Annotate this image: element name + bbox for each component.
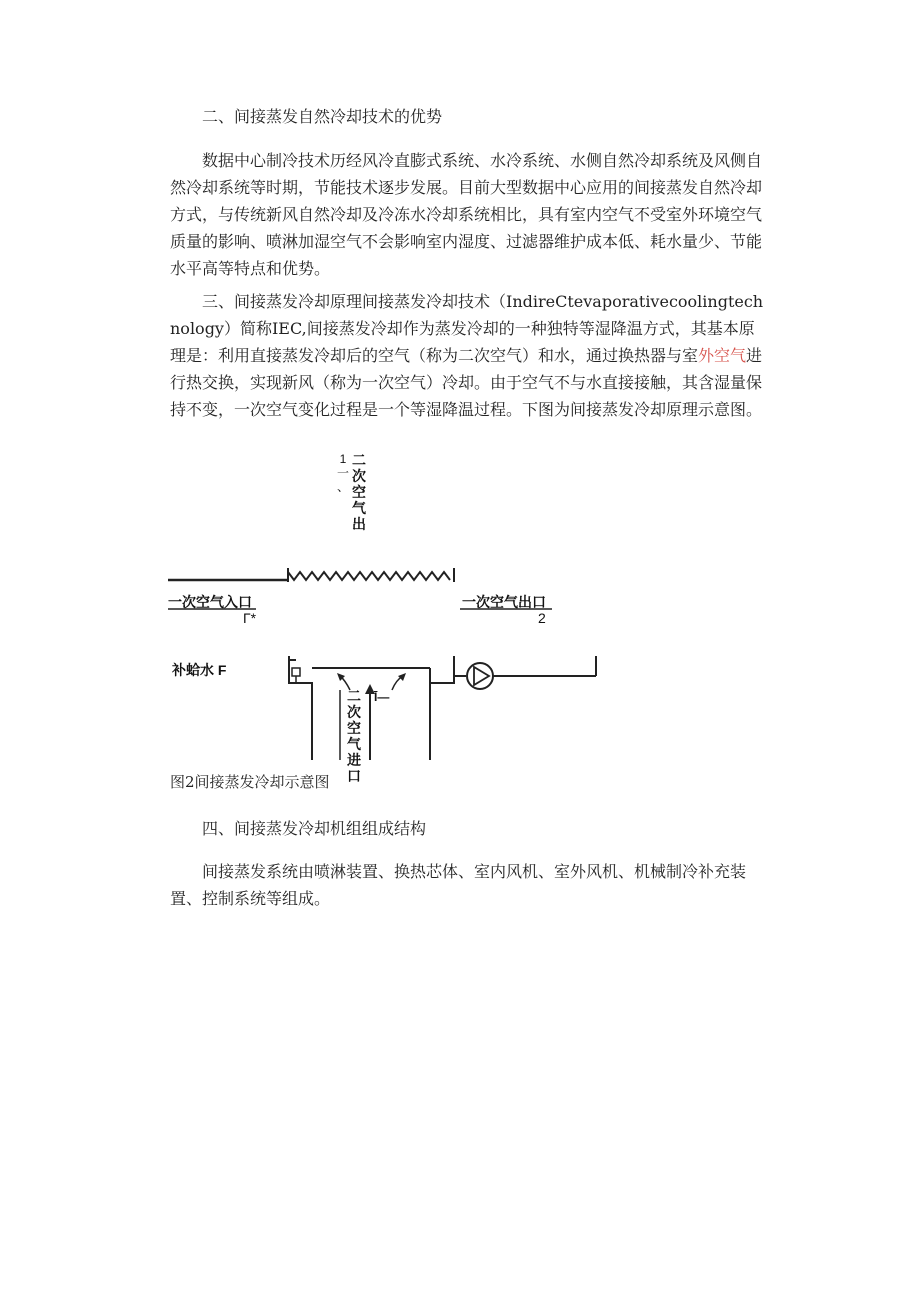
- primary-outlet-mark: 2: [538, 610, 546, 626]
- right-tank: [430, 656, 454, 683]
- heat-exchanger-zigzag: [288, 572, 450, 580]
- float-valve: [292, 668, 300, 676]
- makeup-water-label: 补蛤水 F: [172, 662, 227, 678]
- section4-heading: 四、间接蒸发冷却机组组成结构: [202, 819, 427, 838]
- section2-heading: 二、间接蒸发自然冷却技术的优势: [202, 107, 443, 126]
- secondary-air-outlet-label: 二次空气出: [352, 452, 366, 532]
- section3-text-part1: 三、间接蒸发冷却原理间接蒸发冷却技术（IndireCtevaporativecoolingtechnology）简称IEC,间接蒸发冷却作为蒸发冷却的一种独特等湿降温方式，其基本原理是：利用直接蒸发冷却后的空气（称为二次空气）和水，通过换热器与室: [170, 292, 764, 365]
- section4-paragraph: 间接蒸发系统由喷淋装置、换热芯体、室内风机、室外风机、机械制冷补充装置、控制系统等组成。: [170, 862, 747, 908]
- primary-inlet-mark: Г*: [243, 610, 257, 626]
- section2-paragraph: 数据中心制冷技术历经风冷直膨式系统、水冷系统、水侧自然冷却系统及风侧自然冷却系统等时期，节能技术逐步发展。目前大型数据中心应用的间接蒸发自然冷却方式，与传统新风自然冷却及冷冻水冷却系统相比，具有室内空气不受室外环境空气质量的影响、喷淋加湿空气不会影响室内湿度、过滤器维护成本低、耗水量少、节能水平高等特点和优势。: [170, 151, 763, 278]
- section3-text-part2: 进行热交换，实现新风（称为一次空气）冷却。由于空气不与水直接接触，其含湿量保持不变，一次空气变化过程是一个等湿降温过程。下图为间接蒸发冷却原理示意图。: [170, 346, 763, 419]
- figure-caption: 图2间接蒸发冷却示意图: [170, 773, 330, 791]
- primary-air-inlet-label: 一次空气入口: [168, 594, 252, 610]
- arrow-mark: Ī—: [374, 690, 390, 704]
- highlighted-term: 外空气: [698, 346, 747, 365]
- top-marks: 1 一 、: [336, 452, 349, 494]
- primary-air-outlet-label: 一次空气出口: [462, 594, 546, 610]
- secondary-air-inlet-label: 二次空气进口: [347, 688, 361, 784]
